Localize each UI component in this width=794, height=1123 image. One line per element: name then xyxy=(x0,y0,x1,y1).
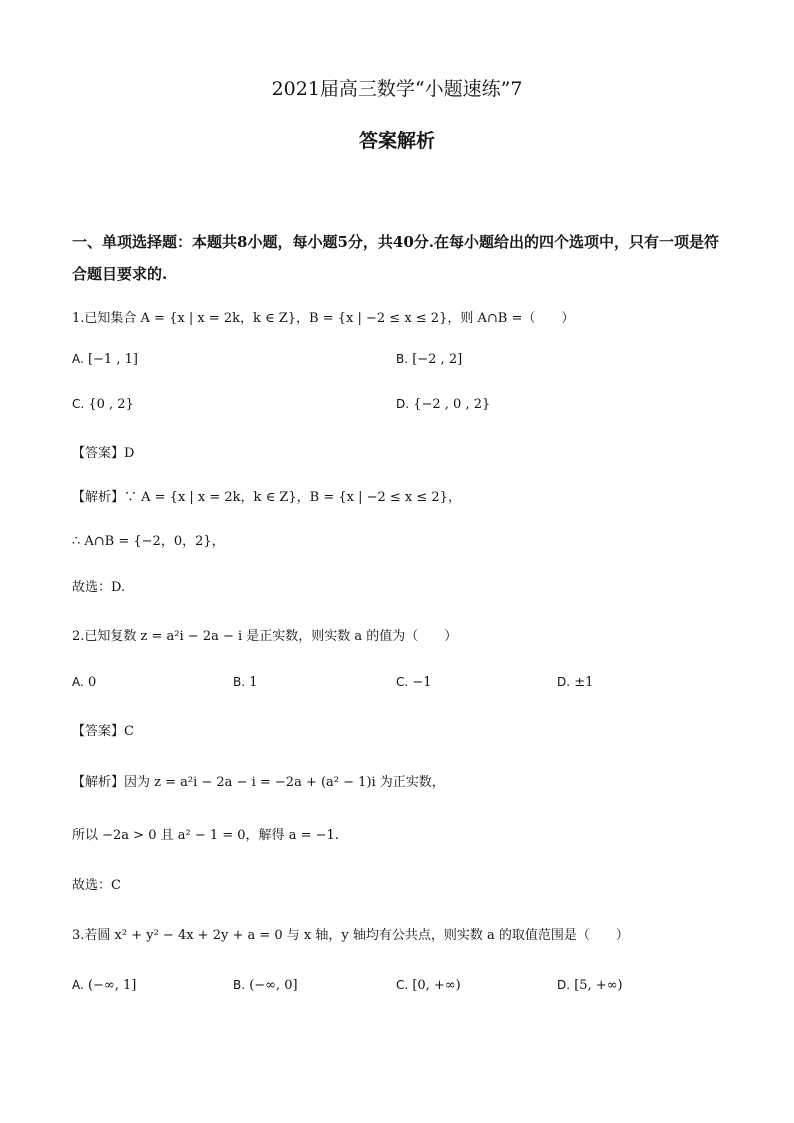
q2-answer: 【答案】C xyxy=(72,724,134,739)
q2-analysis-line-3: 故选：C xyxy=(72,878,121,893)
q3-option-a xyxy=(72,978,136,993)
question-1-stem: 1.已知集合 A = {x | x = 2k，k ∈ Z}，B = {x | −2 ≤ x ≤ 2}，则 A∩B =（ ） xyxy=(72,311,575,326)
q1-option-b-text: [−2 , 2] xyxy=(412,352,463,367)
q1-option-b-label: B. xyxy=(396,352,409,366)
q2-option-c-label: C. xyxy=(396,675,409,689)
q2-option-b xyxy=(233,675,257,690)
q1-option-a xyxy=(72,352,138,367)
q2-option-a-label: A. xyxy=(72,675,84,689)
q2-option-c xyxy=(396,675,432,690)
q1-option-a-text: [−1 , 1] xyxy=(87,352,138,367)
question-2-stem: 2.已知复数 z = a²i − 2a − i 是正实数，则实数 a 的值为（ ） xyxy=(72,629,458,644)
q3-option-d-label: D. xyxy=(557,978,571,992)
document-title: 2021届高三数学“小题速练”7 xyxy=(271,78,523,100)
q2-option-b-label: B. xyxy=(233,675,246,689)
q1-option-b xyxy=(396,352,462,367)
q3-option-c-label: C. xyxy=(396,978,409,992)
q1-answer: 【答案】D xyxy=(72,446,135,461)
q2-option-c-text: −1 xyxy=(412,675,432,690)
q2-option-a-text: 0 xyxy=(87,675,97,690)
q2-option-d-label: D. xyxy=(557,675,571,689)
section-heading: 一、单项选择题：本题共8小题，每小题5分，共40分.在每小题给出的四个选项中，只有一项是符合题目要求的. xyxy=(72,233,719,283)
q1-option-d-text: {−2 , 0 , 2} xyxy=(413,397,491,412)
q1-option-d-label: D. xyxy=(396,397,410,411)
q3-option-d-text: [5, +∞) xyxy=(574,978,623,993)
q2-analysis-line-2: 所以 −2a > 0 且 a² − 1 = 0，解得 a = −1. xyxy=(72,828,339,843)
q3-option-b-label: B. xyxy=(233,978,246,992)
q1-analysis-line-2: ∴ A∩B = {−2，0，2}， xyxy=(72,534,225,549)
q3-option-d xyxy=(557,978,623,993)
q3-option-a-label: A. xyxy=(72,978,84,992)
q1-option-c xyxy=(72,397,134,412)
q3-option-c xyxy=(396,978,461,993)
q1-option-c-label: C. xyxy=(72,397,85,411)
q1-analysis-line-1: 【解析】∵ A = {x | x = 2k，k ∈ Z}，B = {x | −2 ≤ x ≤ 2}， xyxy=(72,490,461,505)
q2-option-d xyxy=(557,675,593,690)
q3-option-c-text: [0, +∞) xyxy=(412,978,461,993)
q3-option-a-text: (−∞, 1] xyxy=(87,978,137,993)
q1-option-d xyxy=(396,397,490,412)
q1-option-c-text: {0 , 2} xyxy=(88,397,134,412)
question-3-stem: 3.若圆 x² + y² − 4x + 2y + a = 0 与 x 轴，y 轴均有公共点，则实数 a 的取值范围是（ ） xyxy=(72,928,629,943)
document-subtitle: 答案解析 xyxy=(358,130,435,152)
q2-option-a xyxy=(72,675,96,690)
q3-option-b xyxy=(233,978,298,993)
q2-analysis-line-1: 【解析】因为 z = a²i − 2a − i = −2a + (a² − 1)i 为正实数， xyxy=(72,775,445,790)
q2-option-d-text: ±1 xyxy=(574,675,594,690)
q1-analysis-line-3: 故选：D. xyxy=(72,580,126,595)
q2-option-b-text: 1 xyxy=(249,675,258,690)
q3-option-b-text: (−∞, 0] xyxy=(249,978,298,993)
q1-option-a-label: A. xyxy=(72,352,84,366)
